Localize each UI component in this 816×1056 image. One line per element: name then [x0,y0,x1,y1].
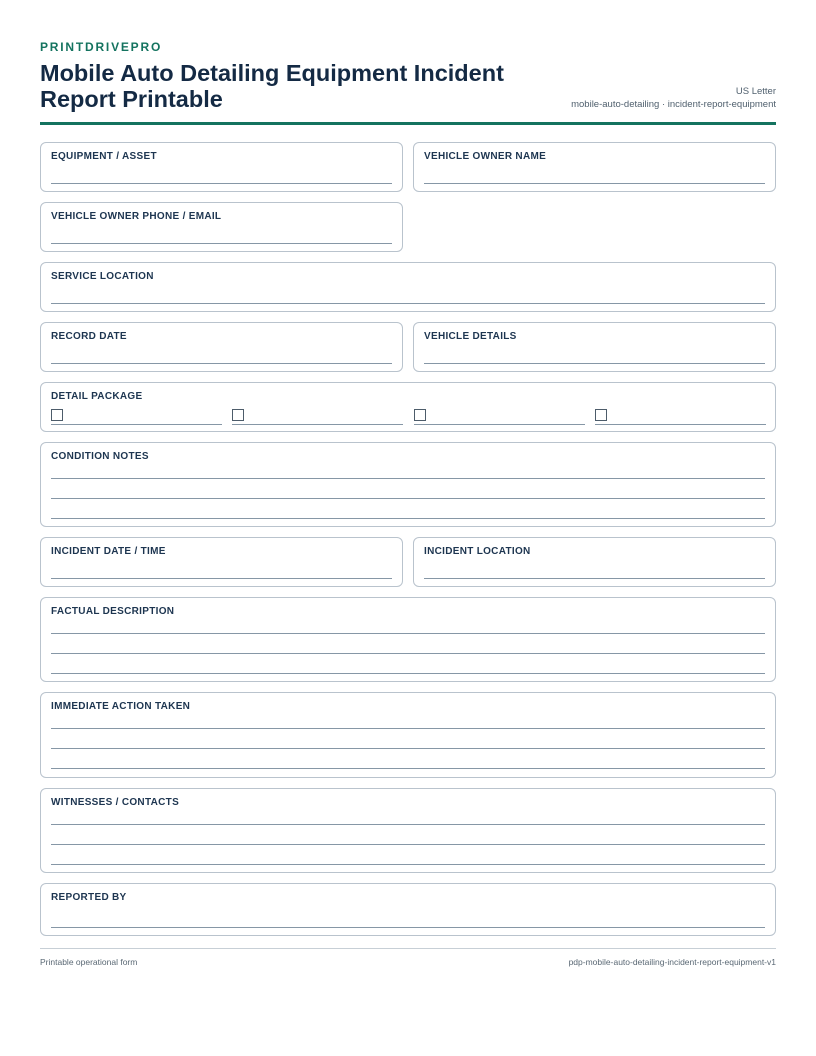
checkbox[interactable] [414,409,426,421]
write-line[interactable] [51,498,765,499]
field-vehicle-owner-contact[interactable] [40,202,403,252]
checkbox[interactable] [595,409,607,421]
write-line[interactable] [51,927,765,928]
field-witnesses-contacts[interactable] [40,788,776,873]
paper-size: US Letter [735,86,776,97]
field-label: VEHICLE DETAILS [424,331,517,342]
document-slug: mobile-auto-detailing · incident-report-equipment [571,99,776,110]
write-line[interactable] [424,578,765,579]
write-line[interactable] [51,578,392,579]
write-line[interactable] [51,824,765,825]
write-line[interactable] [51,673,765,674]
write-line[interactable] [51,748,765,749]
write-line[interactable] [424,363,765,364]
write-line[interactable] [51,243,392,244]
document-meta [571,85,776,111]
write-line[interactable] [51,518,765,519]
write-line[interactable] [51,844,765,845]
package-option-3[interactable] [414,409,585,425]
write-line[interactable] [51,864,765,865]
field-label: CONDITION NOTES [51,451,149,462]
footer-note: Printable operational form [40,957,138,967]
field-label: IMMEDIATE ACTION TAKEN [51,701,191,712]
write-line[interactable] [424,183,765,184]
field-factual-description[interactable] [40,597,776,682]
field-reported-by[interactable] [40,883,776,936]
write-line[interactable] [51,478,765,479]
field-label: VEHICLE OWNER PHONE / EMAIL [51,211,222,222]
field-label: FACTUAL DESCRIPTION [51,606,175,617]
field-immediate-action[interactable] [40,692,776,778]
page-header [40,40,776,126]
field-label: INCIDENT DATE / TIME [51,546,166,557]
package-option-4[interactable] [595,409,766,425]
field-vehicle-details[interactable] [413,322,776,372]
field-label: RECORD DATE [51,331,127,342]
checkbox[interactable] [232,409,244,421]
write-line[interactable] [51,183,392,184]
package-option-2[interactable] [232,409,403,425]
field-label: SERVICE LOCATION [51,271,154,282]
field-label: DETAIL PACKAGE [51,391,143,402]
write-line[interactable] [51,768,765,769]
field-vehicle-owner-name[interactable] [413,142,776,192]
field-record-date[interactable] [40,322,403,372]
package-option-1[interactable] [51,409,222,425]
checkbox[interactable] [51,409,63,421]
write-line[interactable] [51,303,765,304]
form-id: pdp-mobile-auto-detailing-incident-report-equipment-v1 [568,957,776,967]
footer-rule [40,948,776,949]
field-label: WITNESSES / CONTACTS [51,797,180,808]
field-equipment-asset[interactable] [40,142,403,192]
write-line[interactable] [51,633,765,634]
field-incident-location[interactable] [413,537,776,587]
field-incident-datetime[interactable] [40,537,403,587]
field-detail-package [40,382,776,432]
field-condition-notes[interactable] [40,442,776,527]
field-label: REPORTED BY [51,892,127,903]
page-title: Mobile Auto Detailing Equipment Incident Report Printable [40,60,504,112]
field-service-location[interactable] [40,262,776,312]
field-label: VEHICLE OWNER NAME [424,151,547,162]
brand-name: PRINTDRIVEPRO [40,40,163,54]
field-label: INCIDENT LOCATION [424,546,531,557]
field-label: EQUIPMENT / ASSET [51,151,157,162]
write-line[interactable] [51,728,765,729]
header-rule [40,122,776,125]
write-line[interactable] [51,653,765,654]
write-line[interactable] [51,363,392,364]
